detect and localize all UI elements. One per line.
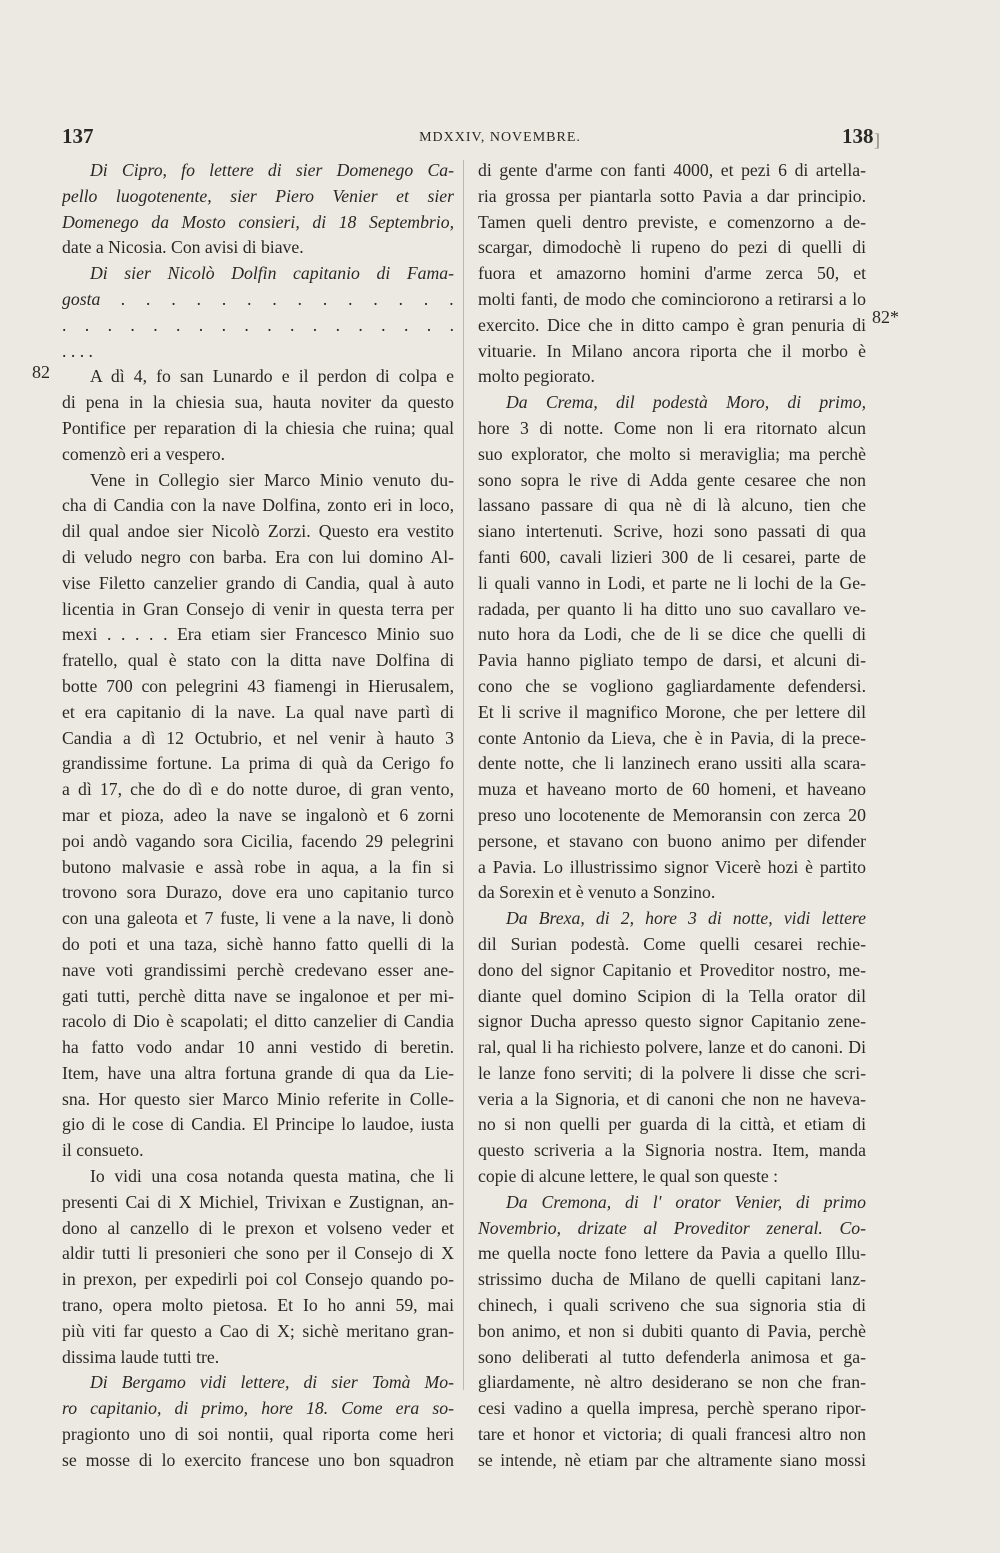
text-line: no si non quelli per guarda di la città, et etiam di [478,1114,866,1135]
text-line: presenti Cai di X Michiel, Trivixan e Zustignan, an- [62,1191,454,1212]
text-line: pello luogotenente, sier Piero Venier et sier [62,185,454,206]
text-line: diante quel domino Scipion di la Tella orator dil [478,985,866,1006]
text-line: più viti far questo a Cao di X; sichè meritano gran- [62,1320,454,1341]
text-line: a Pavia. Lo illustrissimo signor Vicerè hozi è partito [478,856,866,877]
page-number-left: 137 [62,124,94,148]
text-line: ro capitanio, di primo, hore 18. Come era so- [62,1398,454,1419]
right-column [478,158,866,1474]
text-line: di veludo negro con barba. Era con lui domino Al- [62,546,454,567]
text-line: do poti et una taza, sichè hanno fatto quelli di la [62,933,454,954]
text-line: dono al canzello di le prexon et volseno veder et [62,1217,454,1238]
text-line: vise Filetto canzelier grando di Candia, qual à auto [62,572,454,593]
text-line: nuto hora da Lodi, che de li se dice che quelli di [478,624,866,645]
text-line: fratello, qual è stato con la ditta nave Dolfina di [62,650,454,671]
text-line: dente notte, che li lanzinech erano ussiti alla scara- [478,753,866,774]
text-line: molti fanti, de modo che cominciorono a retirarsi a lo [478,288,866,309]
text-line: lassano passare di qua nè di là alcuno, tien che [478,495,866,516]
text-line: tare et honor et victoria; di quali francesi altro non [478,1424,866,1445]
text-line: fuora et amazorno homini d'arme zerca 50, et [478,263,866,284]
text-line: A dì 4, fo san Lunardo e il perdon di colpa e [90,366,454,387]
text-line: copie di alcune lettere, le qual son queste : [478,1166,779,1187]
text-line: gio di le cose di Candia. El Principe lo laudoe, iusta [62,1114,454,1135]
text-line: Et li scrive il magnifico Morone, che per lettere dil [478,701,866,722]
text-line: Candia a dì 12 Octubrio, et nel venir à hauto 3 [62,727,454,748]
page-number-right: 138 [842,124,874,148]
text-line: se intende, nè etiam par che altramente siano mossi [478,1449,866,1470]
text-line: a dì 17, che do dì e do notte duroe, di gran vento, [62,779,454,800]
text-line: molto pegiorato. [478,366,595,387]
text-line: strissimo ducha de Milano de quelli capitani lanz- [478,1269,866,1290]
text-line: exercito. Dice che in ditto campo è gran penuria di [478,314,866,335]
text-line: da Sorexin et è venuto a Sonzino. [478,882,716,903]
text-line: Novembrio, drizate al Proveditor zeneral. Co- [478,1217,866,1238]
text-line: preso uno locotenente de Memoransin con zerca 20 [478,804,866,825]
text-line: se mosse di lo exercito francese uno bon squadron [62,1449,454,1470]
text-line: gliardamente, nè altro desiderano se non che fran- [478,1372,866,1393]
text-line: aldir tutti li presonieri che sono per il Consejo di X [62,1243,454,1264]
text-line: questo scriveria a la Signoria nostra. Item, manda [478,1140,866,1161]
text-line: cono che se vogliono gagliardamente defendersi. [478,675,866,696]
text-line: Tamen queli dentro previste, e comenzorno a de- [478,211,866,232]
text-line: et era capitanio di la nave. La qual nave partì di [62,701,454,722]
text-line: in prexon, per expedirli poi col Consejo quando po- [62,1269,454,1290]
text-line: Da Crema, dil podestà Moro, di primo, [506,392,866,413]
text-line: cha di Candia con la nave Dolfina, zonto eri in loco, [62,495,454,516]
text-line: Pavia hanno pigliato tempo de darsi, et alcuni di- [478,650,866,671]
text-line: veria a la Signoria, et di canoni che non ne haveva- [478,1088,866,1109]
text-line: trovono sora Durazo, dove era uno capitanio turco [62,882,454,903]
text-line: dil qual andoe sier Nicolò Zorzi. Questo era vestito [62,521,454,542]
text-line: radada, per quanto li ha ditto uno suo cavallaro ve- [478,598,866,619]
text-line: sna. Hor questo sier Marco Minio referite in Colle- [62,1088,454,1109]
text-line: grandissime fortune. La prima di quà da Cerigo fo [62,753,454,774]
text-line: licentia in Gran Consejo di venir in questa terra per [62,598,454,619]
text-line: comenzò eri a vespero. [62,443,226,464]
text-line: date a Nicosia. Con avisi di biave. [62,237,304,258]
text-line: il consueto. [62,1140,144,1161]
text-line: butono malvasie e assà robe in aqua, a la fin si [62,856,454,877]
text-line: racolo di Dio è scapolati; el ditto canzelier di Candia [62,1011,454,1032]
margin-note-right: 82* [872,307,899,327]
text-line: le lanze fono serviti; di la polvere li disse che scri- [478,1062,866,1083]
text-line: bon animo, et non si dubiti quanto di Pavia, perchè [478,1320,866,1341]
text-line: signor Ducha apresso questo signor Capitanio zene- [478,1011,866,1032]
text-line: Item, have una altra fortuna grande di qua da Lie- [62,1062,454,1083]
text-line: di pena in la chiesia sua, hauta noviter da questo [62,392,454,413]
text-line: Pontifice per reparation di la chiesia che ruina; qual [62,417,454,438]
text-line: nave voti grandissimi perchè credevano esser ane- [62,959,454,980]
text-line: gosta . . . . . . . . . . . . . . [62,288,454,309]
text-line: . . . . . . . . . . . . . . . . . . [62,314,454,335]
text-line: Vene in Collegio sier Marco Minio venuto du- [90,469,454,490]
text-line: Da Brexa, di 2, hore 3 di notte, vidi lettere [506,908,866,929]
text-line: mar et pioza, adeo la nave se ingalonò et 6 zorni [62,804,454,825]
text-line: Di Cipro, fo lettere di sier Domenego Ca- [90,160,454,180]
text-line: hore 3 di notte. Come non li era ritornato alcun [478,417,866,438]
text-line: trano, opera molto pietosa. Et Io ho anni 59, mai [62,1295,454,1316]
text-line: dono del signor Capitanio et Proveditor nostro, me- [478,959,866,980]
text-line: fanti 600, cavali lizieri 300 de li cesarei, parte de [478,546,866,567]
text-line: Di Bergamo vidi lettere, di sier Tomà Mo- [90,1372,454,1393]
text-line: conte Antonio da Lieva, che è in Pavia, di la prece- [478,727,866,748]
text-line: me quella nocte fono lettere da Pavia a quello Illu- [478,1243,866,1264]
text-line: pragionto uno di soi nontii, qual riporta come heri [62,1424,454,1445]
text-line: li quali vanno in Lodi, et parte ne li lochi de la Ge- [478,572,866,593]
column-divider [463,160,464,1390]
text-line: mexi . . . . . Era etiam sier Francesco Minio suo [62,624,454,645]
text-line: ha fatto vodo andar 10 anni vestido di beretin. [62,1037,454,1058]
text-line: vituarie. In Milano ancora riporta che il morbo è [478,340,866,361]
text-line: con una galeota et 7 fuste, li vene a la nave, li donò [62,908,454,929]
text-line: cesi vadino a quella impresa, perchè sperano ripor- [478,1398,866,1419]
text-line: ria grossa per piantarla sotto Pavia a dar principio. [478,185,866,206]
text-line: botte 700 con pelegrini 43 fiamengi in Hierusalem, [62,675,454,696]
left-column [62,158,454,1474]
margin-bracket: ] [874,130,880,150]
text-line: sono deliberati al tutto defenderla animosa et ga- [478,1346,866,1367]
text-line: gati tutti, perchè ditta nave se ingalonoe et per mi- [62,985,454,1006]
page-header [0,124,1000,154]
text-line: ral, qual li ha richiesto polvere, lanze et do canoni. Di [478,1037,866,1058]
text-line: di gente d'arme con fanti 4000, et pezi 6 di artella- [478,160,866,180]
margin-note-left: 82 [32,362,50,382]
text-line: poi andò vagando sora Cicilia, facendo 29 pelegrini [62,830,454,851]
text-line: Di sier Nicolò Dolfin capitanio di Fama- [90,263,454,284]
text-line: dil Surian podestà. Come quelli cesarei rechie- [478,933,866,954]
text-line: persone, et stavano con buono animo per difender [478,830,866,851]
text-line: . . . . [62,340,93,361]
text-line: sono sopra le rive di Adda gente cesaree che non [478,469,866,490]
text-line: Domenego da Mosto consieri, di 18 Septembrio, [62,211,454,232]
text-line: scargar, dimodochè li rupeno do pezi di quelli di [478,237,866,258]
text-line: siano intertenuti. Scrive, hozi sono passati di qua [478,521,866,542]
running-title: MDXXIV, NOVEMBRE. [419,130,581,145]
text-line: Da Cremona, di l' orator Venier, di primo [506,1191,866,1212]
text-line: Io vidi una cosa notanda questa matina, che li [90,1166,454,1187]
text-line: dissima laude tutti tre. [62,1346,220,1367]
text-line: chinech, i quali scriveno che sua signoria stia di [478,1295,866,1316]
text-line: suo explorator, che molto si meraviglia; ma perchè [478,443,866,464]
text-line: muza et haveano morto de 60 homeni, et haveano [478,779,866,800]
